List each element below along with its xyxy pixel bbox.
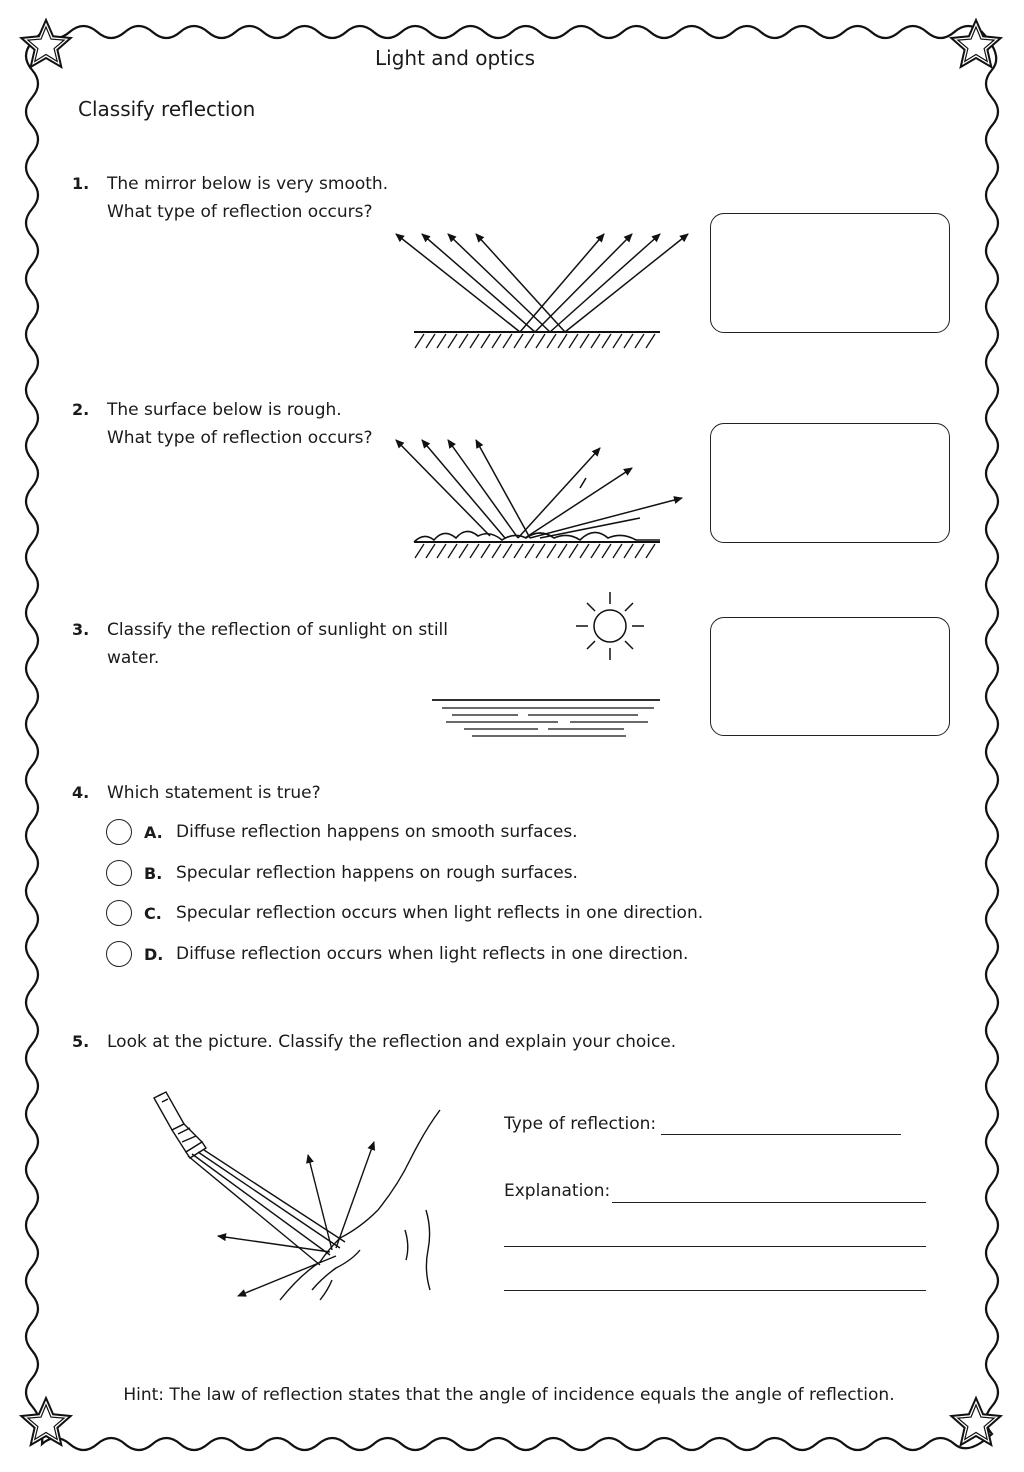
question-line: The surface below is rough. bbox=[107, 400, 342, 420]
sun-icon bbox=[570, 590, 650, 665]
hatch-line bbox=[613, 544, 622, 558]
explanation-label: Explanation: bbox=[504, 1181, 611, 1201]
hatch-line bbox=[448, 544, 457, 558]
question-number: 4. bbox=[72, 783, 90, 802]
hatch-line bbox=[426, 334, 435, 348]
hatch-line bbox=[415, 334, 424, 348]
diffuse-diagram bbox=[390, 428, 700, 568]
section-title: Classify reflection bbox=[78, 97, 256, 121]
radio-button[interactable] bbox=[106, 941, 132, 967]
option-letter: A. bbox=[144, 822, 163, 842]
question-line: Which statement is true? bbox=[107, 783, 321, 803]
question-4-text bbox=[107, 779, 321, 807]
hatch-line bbox=[536, 334, 545, 348]
flashlight-rock-diagram bbox=[140, 1090, 450, 1315]
hatch-line bbox=[481, 334, 490, 348]
hatch-line bbox=[514, 334, 523, 348]
hatch-line bbox=[470, 544, 479, 558]
answer-box-1[interactable] bbox=[710, 213, 950, 333]
hatch-line bbox=[569, 544, 578, 558]
hatch-line bbox=[591, 334, 600, 348]
hatch-line bbox=[525, 334, 534, 348]
hatch-line bbox=[459, 544, 468, 558]
hint-text: Hint: The law of reflection states that the angle of incidence equals the angle of reflection. bbox=[123, 1385, 895, 1405]
hatch-line bbox=[459, 334, 468, 348]
option-text: Diffuse reflection happens on smooth surfaces. bbox=[176, 822, 578, 842]
hatch-line bbox=[591, 544, 600, 558]
hatch-line bbox=[492, 544, 501, 558]
question-5 bbox=[72, 1028, 89, 1056]
hatch-line bbox=[635, 544, 644, 558]
hatch-line bbox=[470, 334, 479, 348]
option-letter: B. bbox=[144, 863, 163, 883]
radio-button[interactable] bbox=[106, 819, 132, 845]
hatch-line bbox=[558, 334, 567, 348]
radio-button[interactable] bbox=[106, 860, 132, 886]
hatch-line bbox=[481, 544, 490, 558]
page-title: Light and optics bbox=[375, 46, 535, 70]
hatch-line bbox=[580, 334, 589, 348]
hatch-line bbox=[646, 544, 655, 558]
question-line: Classify the reflection of sunlight on still bbox=[107, 620, 449, 640]
hatch-line bbox=[503, 334, 512, 348]
option-b[interactable] bbox=[106, 858, 578, 888]
question-3-text bbox=[107, 616, 448, 672]
hatch-line bbox=[602, 334, 611, 348]
option-text: Diffuse reflection occurs when light reflects in one direction. bbox=[176, 944, 689, 964]
hatch-line bbox=[437, 544, 446, 558]
hatch-line bbox=[646, 334, 655, 348]
hatch-line bbox=[525, 544, 534, 558]
option-text: Specular reflection happens on rough surfaces. bbox=[176, 863, 578, 883]
question-line: What type of reflection occurs? bbox=[107, 202, 373, 222]
hatch-line bbox=[536, 544, 545, 558]
answer-box-2[interactable] bbox=[710, 423, 950, 543]
hatch-line bbox=[448, 334, 457, 348]
flashlight-icon bbox=[154, 1092, 206, 1158]
hatch-line bbox=[547, 544, 556, 558]
question-2-text bbox=[107, 396, 373, 452]
question-1 bbox=[72, 170, 89, 198]
answer-box-3[interactable] bbox=[710, 617, 950, 736]
question-3 bbox=[72, 616, 89, 644]
option-text: Specular reflection occurs when light reflects in one direction. bbox=[176, 903, 704, 923]
option-letter: C. bbox=[144, 903, 162, 923]
hatch-line bbox=[569, 334, 578, 348]
hatch-line bbox=[635, 334, 644, 348]
hatch-line bbox=[426, 544, 435, 558]
question-number: 1. bbox=[72, 174, 90, 193]
hatch-line bbox=[558, 544, 567, 558]
question-line: water. bbox=[107, 648, 160, 668]
radio-button[interactable] bbox=[106, 900, 132, 926]
explanation-field-3[interactable] bbox=[504, 1268, 926, 1291]
still-water-icon bbox=[428, 690, 668, 745]
hatch-line bbox=[503, 544, 512, 558]
option-a[interactable] bbox=[106, 817, 578, 847]
question-2 bbox=[72, 396, 89, 424]
option-d[interactable] bbox=[106, 939, 688, 969]
question-line: The mirror below is very smooth. bbox=[107, 174, 389, 194]
question-number: 3. bbox=[72, 620, 90, 639]
hatch-line bbox=[624, 544, 633, 558]
hatch-line bbox=[613, 334, 622, 348]
hatch-line bbox=[580, 544, 589, 558]
hatch-line bbox=[415, 544, 424, 558]
specular-diagram bbox=[390, 222, 700, 357]
question-line: What type of reflection occurs? bbox=[107, 428, 373, 448]
question-5-text bbox=[107, 1028, 676, 1056]
question-1-text bbox=[107, 170, 388, 226]
hatch-line bbox=[547, 334, 556, 348]
hatch-line bbox=[437, 334, 446, 348]
hatch-line bbox=[602, 544, 611, 558]
question-number: 2. bbox=[72, 400, 90, 419]
hatch-line bbox=[492, 334, 501, 348]
hatch-line bbox=[514, 544, 523, 558]
explanation-field-2[interactable] bbox=[504, 1224, 926, 1247]
question-line: Look at the picture. Classify the reflection and explain your choice. bbox=[107, 1032, 677, 1052]
question-number: 5. bbox=[72, 1032, 90, 1051]
option-c[interactable] bbox=[106, 898, 703, 928]
hatch-line bbox=[624, 334, 633, 348]
type-of-reflection-label: Type of reflection: bbox=[504, 1114, 657, 1134]
explanation-field-1[interactable] bbox=[612, 1180, 926, 1203]
type-of-reflection-field[interactable] bbox=[661, 1112, 901, 1135]
question-4 bbox=[72, 779, 89, 807]
option-letter: D. bbox=[144, 944, 164, 964]
